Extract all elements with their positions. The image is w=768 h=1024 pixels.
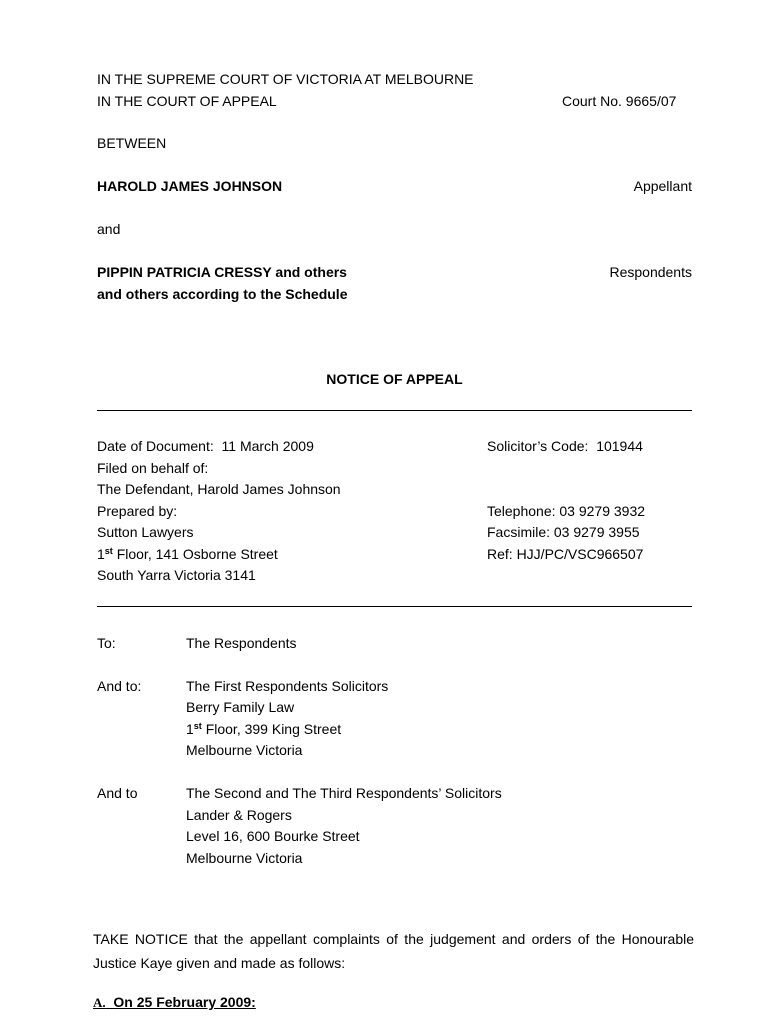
addressee-line: Melbourne Victoria	[186, 850, 303, 866]
respondent-role: Respondents	[609, 264, 692, 280]
firm-floor-ordinal: st	[104, 546, 113, 556]
addressee-line: The First Respondents Solicitors	[186, 678, 389, 694]
addressee-line: Melbourne Victoria	[186, 742, 303, 758]
section-title: On 25 February 2009:	[113, 994, 256, 1010]
date-of-document	[97, 437, 314, 455]
prepared-by-label: Prepared by:	[97, 503, 178, 519]
addressee-line: The Respondents	[186, 635, 297, 651]
between-label: BETWEEN	[97, 135, 167, 151]
telephone-number: Telephone: 03 9279 3932	[487, 503, 646, 519]
section-letter: A.	[93, 995, 106, 1010]
solicitor-code-value: 101944	[596, 438, 643, 454]
document-title: NOTICE OF APPEAL	[326, 371, 463, 387]
take-notice-paragraph: TAKE NOTICE that the appellant complaints of the judgement and orders of the Honourable Justice Kaye given and made as follows:	[93, 931, 694, 971]
addressee-line: Berry Family Law	[186, 699, 295, 715]
law-firm-name: Sutton Lawyers	[97, 524, 194, 540]
reference-number: Ref: HJJ/PC/VSC966507	[487, 546, 644, 562]
appellant-role: Appellant	[633, 178, 692, 194]
addressee-label: And to	[97, 785, 138, 801]
firm-street-address	[97, 545, 278, 563]
court-name-line: IN THE SUPREME COURT OF VICTORIA AT MELBOURNE	[97, 71, 474, 87]
addressee-line: The Second and The Third Respondents’ Solicitors	[186, 785, 502, 801]
divider-bottom	[97, 606, 692, 607]
respondent-others: and others according to the Schedule	[97, 286, 348, 302]
filing-party: The Defendant, Harold James Johnson	[97, 481, 341, 497]
addressee-label: And to:	[97, 678, 142, 694]
firm-street: Floor, 141 Osborne Street	[112, 546, 278, 562]
filed-on-behalf-label: Filed on behalf of:	[97, 460, 209, 476]
solicitor-code	[487, 437, 643, 455]
addressee-line: Lander & Rogers	[186, 807, 292, 823]
court-division-line: IN THE COURT OF APPEAL	[97, 93, 277, 109]
addressee-address-line	[186, 720, 341, 738]
divider-top	[97, 410, 692, 411]
addressee-street: Floor, 399 King Street	[201, 721, 342, 737]
and-label: and	[97, 221, 121, 237]
respondent-name: PIPPIN PATRICIA CRESSY and others	[97, 264, 347, 280]
firm-floor-number: 1	[97, 546, 105, 562]
solicitor-code-label: Solicitor’s Code:	[487, 438, 589, 454]
appellant-name: HAROLD JAMES JOHNSON	[97, 178, 283, 194]
addressee-line: Level 16, 600 Bourke Street	[186, 828, 360, 844]
date-value: 11 March 2009	[221, 438, 314, 454]
addressee-floor-ordinal: st	[193, 721, 202, 731]
facsimile-number: Facsimile: 03 9279 3955	[487, 524, 640, 540]
section-heading	[93, 993, 256, 1012]
addressee-floor-number: 1	[186, 721, 194, 737]
date-label: Date of Document:	[97, 438, 214, 454]
firm-suburb: South Yarra Victoria 3141	[97, 567, 256, 583]
addressee-label: To:	[97, 635, 116, 651]
court-number: Court No. 9665/07	[562, 93, 677, 109]
